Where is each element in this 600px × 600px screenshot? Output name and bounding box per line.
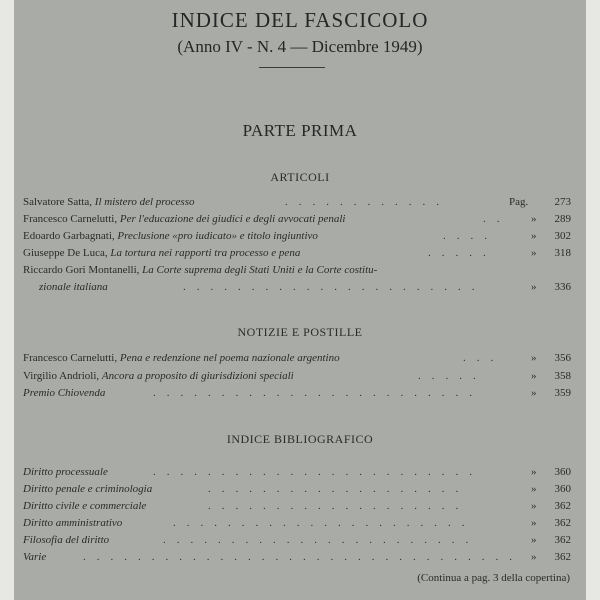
entry-page: » 359 — [531, 387, 571, 399]
entry-text — [23, 517, 122, 529]
toc-entry — [23, 213, 571, 230]
leader-dots: . . . . . . . . . . . . . . . . . . . . . . . . . . . . . . . . — [83, 551, 512, 563]
toc-entry — [23, 196, 571, 213]
entry-title: Diritto amministrativo — [23, 517, 123, 529]
entry-text — [23, 500, 146, 512]
entry-text — [23, 196, 195, 208]
entry-page: » 362 — [531, 534, 571, 546]
entry-title: Preclusione «pro iudicato» e titolo ingiuntivo — [117, 230, 318, 242]
entry-title: Diritto processuale — [23, 466, 108, 478]
entry-author: Francesco Carnelutti, — [23, 352, 118, 364]
entry-text — [23, 370, 294, 382]
journal-page — [14, 0, 586, 600]
toc-entry — [23, 466, 571, 483]
leader-dots: . . . . . . . . . . . . . . . . . . . . . . — [183, 281, 475, 293]
entry-page: » 360 — [531, 483, 571, 495]
entry-text — [23, 352, 340, 364]
page-title: INDICE DEL FASCICOLO — [171, 8, 429, 32]
leader-dots: . . . . . . . . . . . . . . . . . . . . . . — [173, 517, 465, 529]
leader-dots: . . . . . . . . . . . . . . . . . . . — [208, 483, 459, 495]
toc-entry — [23, 230, 571, 247]
entry-text — [23, 247, 300, 259]
entry-page: » 302 — [531, 230, 571, 242]
entry-author: Riccardo Gori Montanelli, — [23, 264, 140, 276]
entry-title: Diritto civile e commerciale — [23, 500, 147, 512]
leader-dots: . . . . . — [418, 370, 476, 382]
toc-entry — [23, 534, 571, 551]
leader-dots: . . . . . . . . . . . . . . . . . . . . . . . — [163, 534, 469, 546]
leader-dots: . . . — [463, 352, 494, 364]
section-heading-notizie: NOTIZIE E POSTILLE — [237, 325, 363, 339]
entry-author: Virgilio Andrioli, — [23, 370, 100, 382]
section-heading-articoli: ARTICOLI — [270, 170, 330, 184]
leader-dots: . . . . . . . . . . . . . . . . . . . — [208, 500, 459, 512]
entry-page: » 318 — [531, 247, 571, 259]
entry-text — [23, 534, 109, 546]
toc-entry — [23, 264, 571, 281]
toc-entry — [23, 387, 571, 404]
part-title: PARTE PRIMA — [242, 121, 358, 140]
entry-author: Francesco Carnelutti, — [23, 213, 118, 225]
entry-page: » 362 — [531, 517, 571, 529]
toc-entry — [23, 370, 571, 387]
entry-title: La Corte suprema degli Stati Uniti e la Corte costitu- — [142, 264, 378, 276]
entry-text — [23, 466, 108, 478]
entry-author: Salvatore Satta, — [23, 196, 93, 208]
continuation-note: (Continua a pag. 3 della copertina) — [417, 572, 570, 584]
leader-dots: . . . . . . . . . . . . . . . . . . . . . . . . — [153, 387, 472, 399]
entry-title: Premio Chiovenda — [23, 387, 106, 399]
entry-text — [23, 387, 105, 399]
entry-author: Giuseppe De Luca, — [23, 247, 108, 259]
entry-title: zionale italiana — [39, 281, 108, 293]
entry-page: » 360 — [531, 466, 571, 478]
toc-entry — [23, 352, 571, 369]
toc-entry-continuation — [23, 281, 571, 298]
entry-text — [23, 264, 377, 276]
leader-dots: . . . . . . . . . . . . . . . . . . . . . . . . — [153, 466, 472, 478]
entry-page: » 362 — [531, 551, 571, 563]
entry-page: » 358 — [531, 370, 571, 382]
leader-dots: . . . . . . . . . . . . — [285, 196, 439, 208]
entry-title: Pena e redenzione nel poema nazionale argentino — [119, 352, 340, 364]
leader-dots: . . — [483, 213, 500, 225]
entry-title: Ancora a proposito di giurisdizioni speciali — [101, 370, 294, 382]
entry-text — [23, 483, 152, 495]
entry-title: Il mistero del processo — [94, 196, 195, 208]
toc-entry — [23, 247, 571, 264]
entry-page: Pag. 273 — [509, 196, 571, 208]
entry-title: Filosofia del diritto — [23, 534, 110, 546]
entry-author: Edoardo Garbagnati, — [23, 230, 115, 242]
toc-entry — [23, 500, 571, 517]
entry-title: Diritto penale e criminologia — [23, 483, 153, 495]
entry-page: » 356 — [531, 352, 571, 364]
entry-text — [23, 230, 318, 242]
entry-page: » 289 — [531, 213, 571, 225]
entry-title: Per l'educazione dei giudici e degli avvocati penali — [119, 213, 346, 225]
leader-dots: . . . . — [443, 230, 487, 242]
entry-text — [39, 281, 108, 293]
toc-entry — [23, 551, 571, 568]
entry-title: La tortura nei rapporti tra processo e pena — [110, 247, 301, 259]
entry-page: » 362 — [531, 500, 571, 512]
title-divider — [259, 67, 325, 68]
toc-entry — [23, 483, 571, 500]
entry-text — [23, 213, 346, 225]
entry-text — [23, 551, 46, 563]
leader-dots: . . . . . — [428, 247, 486, 259]
entry-title: Varie — [23, 551, 47, 563]
toc-entry — [23, 517, 571, 534]
issue-subtitle: (Anno IV - N. 4 — Dicembre 1949) — [177, 37, 423, 56]
entry-page: » 336 — [531, 281, 571, 293]
section-heading-bibliografico: INDICE BIBLIOGRAFICO — [226, 432, 374, 446]
